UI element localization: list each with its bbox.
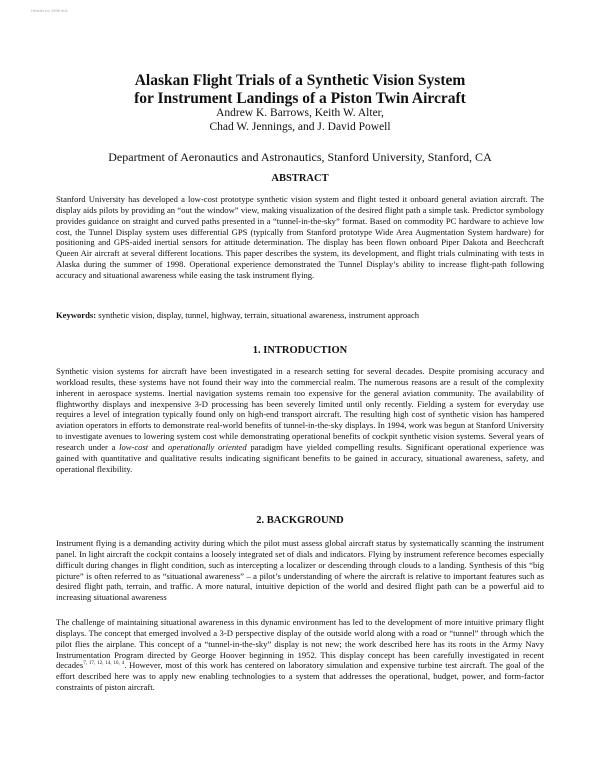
background-text-2b: . However, most of this work has centered on laboratory simulation and expensive turbine test aircraft. The goal of the effort described here was to apply new enabling technologies to a system that addresses the operational, budget, power, and form-factor constraints of piston aircraft.	[56, 660, 545, 693]
background-text-1: Instrument flying is a demanding activity during which the pilot must assess global aircraft status by systematically scanning the instrument panel. In light aircraft the cockpit contains a loosely integrated set of dials and indicators. Flying by instrument reference becomes especially difficult during changes in flight condition, such as intercepting a localizer or descending through clouds to a landing. Synthesis of this “big picture” is often referred to as “situational awareness” – a pilot’s understanding of where the aircraft is relative to important features such as desired flight path, terrain, and traffic. A more natural, intuitive depiction of the world and desired flight path can be a powerful aid to increasing situational awareness	[56, 538, 544, 603]
intro-emphasis-operational: operationally oriented	[168, 441, 247, 452]
abstract-paragraph: Stanford University has developed a low-cost prototype synthetic vision system and flight tested it onboard general aviation aircraft. The display aids pilots by providing an “out the window” view, making visualization of the desired flight path a simple task. Predictor symbology provides guidance on straight and curved paths presented in a “tunnel-in-the-sky” format. Based on commodity PC hardware to achieve low cost, the Tunnel Display system uses differential GPS (typically from Stanford prototype Wide Area Augmentation System hardware) for positioning and GPS-aided inertial sensors for attitude determination. The display has been flown onboard Piper Dakota and Beechcraft Queen Air aircraft at several different locations. This paper describes the system, its development, and flight trials culminating with tests in Alaska during the summer of 1998. Operational experience demonstrated the Tunnel Display’s ability to increase flight-path following accuracy and situational awareness while easing the task instrument flying.	[56, 194, 544, 280]
keywords-text: synthetic vision, display, tunnel, highway, terrain, situational awareness, instrument approach	[96, 310, 420, 320]
paper-title-line-2: for Instrument Landings of a Piston Twin Aircraft	[134, 90, 466, 107]
paper-title-line-1: Alaskan Flight Trials of a Synthetic Vision System	[134, 72, 466, 89]
authors-line-2: Chad W. Jennings, and J. David Powell	[209, 121, 391, 133]
header-note: Header for 1998 text	[31, 8, 68, 13]
introduction-text	[56, 366, 544, 474]
intro-text-part-2: and	[148, 441, 168, 452]
background-paragraph-1	[56, 538, 544, 603]
background-text-2a: The challenge of maintaining situational awareness in this dynamic environment has led to the development of more intuitive primary flight displays. The concept that emerged involved a 3-D perspective display of the outside world along with a road or “tunnel” through which the pilot flies the airplane. This concept of a “tunnel-in-the-sky” display is not new; the work described here has its roots in the Army Navy Instrumentation Program directed by George Hoover beginning in 1952. This display concept has been carefully investigated in recent decades	[56, 617, 544, 671]
abstract-heading: ABSTRACT	[271, 173, 329, 184]
intro-text-part-3: paradigm have yielded compelling results. Significant operational experience was gained with quantitative and qualitative results indicating significant benefits to be gained in accuracy, situational awareness, safety, and operational flexibility.	[56, 441, 545, 474]
background-heading: 2. BACKGROUND	[256, 515, 344, 526]
reference-superscripts: 7, 17, 12, 14, 16, 4	[83, 661, 125, 667]
background-paragraph-2	[56, 617, 544, 693]
intro-emphasis-low-cost: low-cost	[119, 441, 149, 452]
keywords-label: Keywords:	[56, 310, 97, 320]
intro-text-part-1: Synthetic vision systems for aircraft have been investigated in a research setting for several decades. Despite promising accuracy and workload results, these systems have not found their way into the commercial realm. The numerous reasons are a result of the complexity inherent in aerospace systems. Inertial navigation systems remain too expensive for the general aviation community. The availability of flightworthy displays and inexpensive 3-D processing has been severely limited until only recently. Fielding a system for everyday use requires a level of integration typically found only on high-end transport aircraft. The resulting high cost of synthetic vision has hampered aviation operators in efforts to demonstrate real-world benefits of tunnel-in-the-sky displays. In 1994, work was begun at Stanford University to investigate avenues to lowering system cost while demonstrating operational benefits of cockpit synthetic vision systems. Several years of research under a	[56, 366, 544, 452]
affiliation: Department of Aeronautics and Astronautics, Stanford University, Stanford, CA	[108, 150, 492, 164]
abstract-text	[56, 194, 544, 281]
introduction-heading: 1. INTRODUCTION	[252, 345, 348, 356]
keywords	[56, 310, 544, 321]
authors-line-1: Andrew K. Barrows, Keith W. Alter,	[216, 107, 384, 119]
